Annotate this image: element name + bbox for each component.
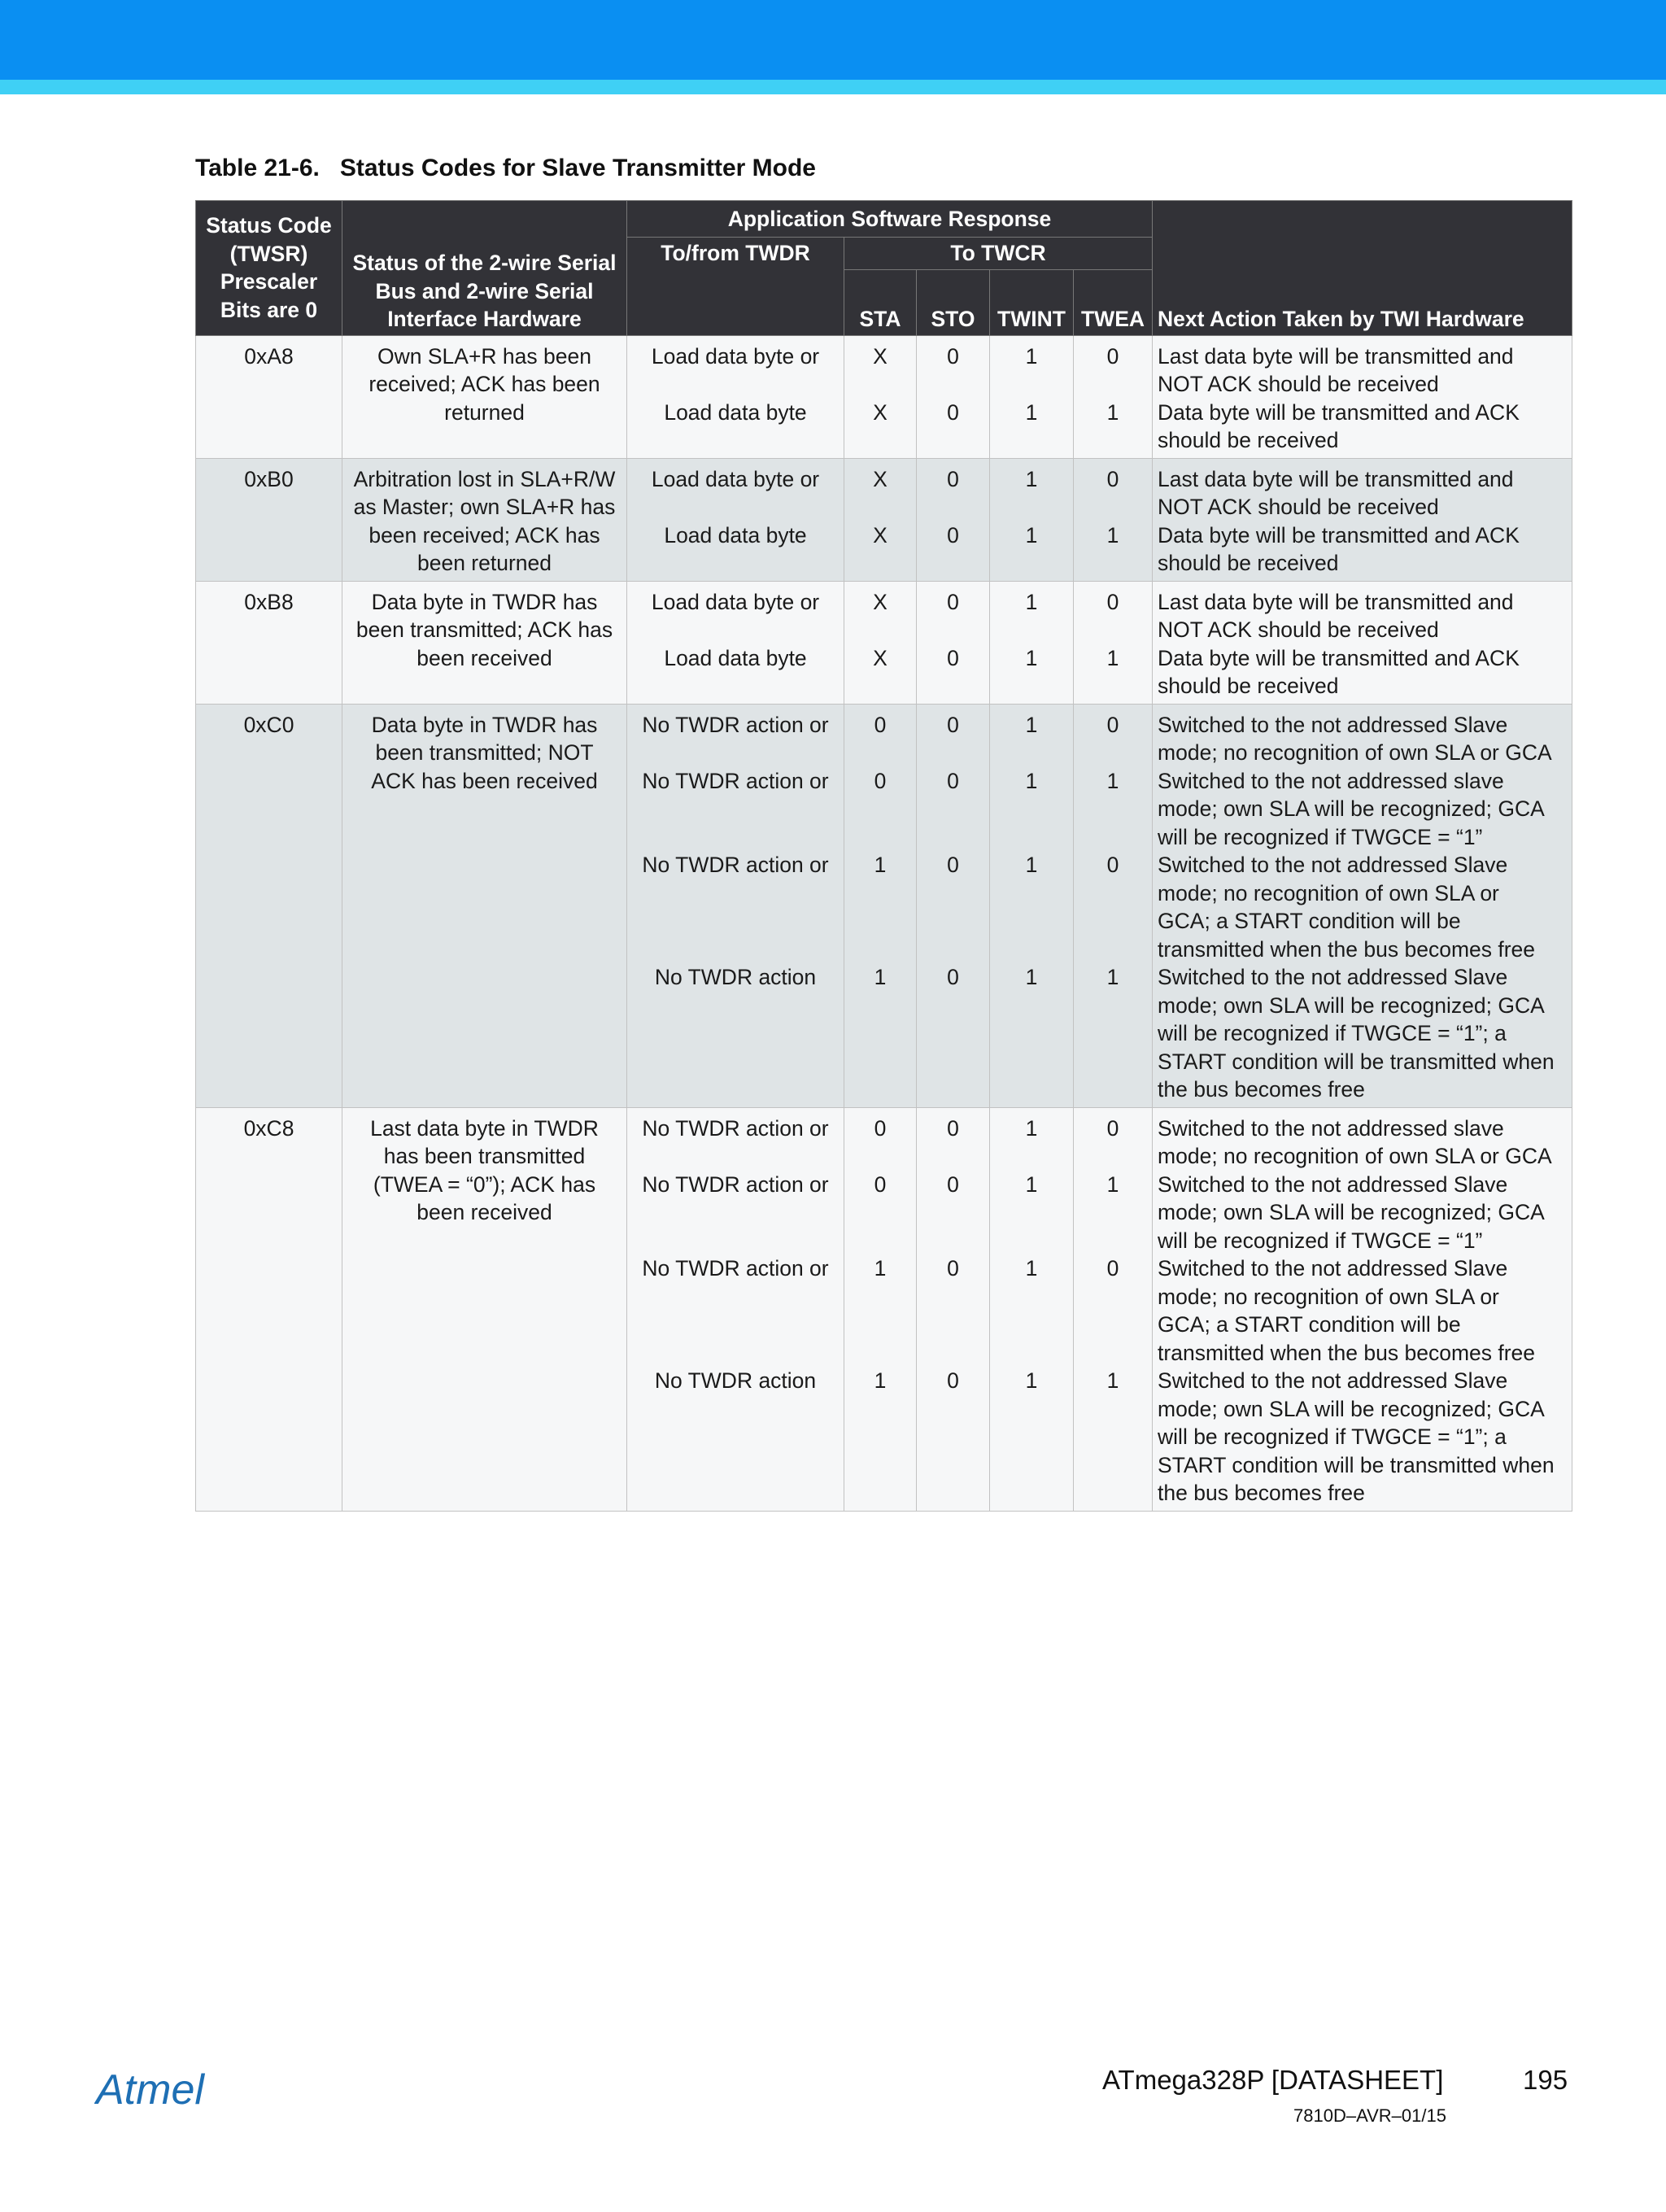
header-band [0,0,1666,80]
header-twint: TWINT [990,269,1074,335]
twdr-action-cell: No TWDR action or No TWDR action or No TWDR action or No TWDR action [627,704,844,1107]
next-action-cell: Switched to the not addressed Slave mode; no recognition of own SLA or GCA Switched to the not addressed slave mode; own SLA will be recognized; GCA will be recognized if TWGCE = “1” Switched to the not addressed Slave mode; no recognition of own SLA or GCA; a START condition will be transmitted when the bus becomes free Switched to the not addressed Slave mode; own SLA will be recognized; GCA will be recognized if TWGCE = “1”; a START condition will be transmitted when the bus becomes free [1153,704,1572,1107]
table-row [196,335,1572,458]
table-row [196,458,1572,581]
header-stripe [0,80,1666,94]
status-code-cell: 0xA8 [196,335,342,458]
footer-doc-title: ATmega328P [DATASHEET] [1102,2065,1444,2095]
status-code-cell: 0xB8 [196,581,342,704]
atmel-logo [94,2066,249,2116]
twea-cell: 0 1 [1074,581,1153,704]
twea-cell: 0 1 [1074,458,1153,581]
sta-cell: X X [844,581,917,704]
table-row [196,581,1572,704]
status-description-cell: Last data byte in TWDR has been transmitted (TWEA = “0”); ACK has been received [342,1107,627,1511]
table-caption: Table 21-6. Status Codes for Slave Transmitter Mode [195,155,816,181]
sto-cell: 0 0 0 0 [917,1107,990,1511]
header-next-action: Next Action Taken by TWI Hardware [1153,201,1572,336]
status-code-cell: 0xB0 [196,458,342,581]
sto-cell: 0 0 [917,335,990,458]
status-description-cell: Arbitration lost in SLA+R/W as Master; own SLA+R has been received; ACK has been returned [342,458,627,581]
next-action-cell: Last data byte will be transmitted and NOT ACK should be received Data byte will be transmitted and ACK should be received [1153,458,1572,581]
twint-cell: 1 1 [990,581,1074,704]
twea-cell: 0 1 0 1 [1074,1107,1153,1511]
next-action-cell: Switched to the not addressed slave mode; no recognition of own SLA or GCA Switched to the not addressed Slave mode; own SLA will be recognized; GCA will be recognized if TWGCE = “1” Switched to the not addressed Slave mode; no recognition of own SLA or GCA; a START condition will be transmitted when the bus becomes free Switched to the not addressed Slave mode; own SLA will be recognized; GCA will be recognized if TWGCE = “1”; a START condition will be transmitted when the bus becomes free [1153,1107,1572,1511]
header-to-from-twdr: To/from TWDR [627,238,844,336]
twint-cell: 1 1 1 1 [990,1107,1074,1511]
twea-cell: 0 1 0 1 [1074,704,1153,1107]
twea-cell: 0 1 [1074,335,1153,458]
status-code-cell: 0xC0 [196,704,342,1107]
twdr-action-cell: Load data byte or Load data byte [627,581,844,704]
status-code-cell: 0xC8 [196,1107,342,1511]
status-description-cell: Data byte in TWDR has been transmitted; NOT ACK has been received [342,704,627,1107]
sta-cell: 0 0 1 1 [844,704,917,1107]
sta-cell: X X [844,458,917,581]
sta-cell: X X [844,335,917,458]
header-sta: STA [844,269,917,335]
header-to-twcr: To TWCR [844,238,1153,270]
status-codes-table [195,200,1572,1512]
table-row [196,1107,1572,1511]
twint-cell: 1 1 [990,335,1074,458]
sto-cell: 0 0 [917,458,990,581]
logo-text: Atmel [96,2066,204,2112]
footer-doc-id: 7810D–AVR–01/15 [1293,2105,1446,2126]
twint-cell: 1 1 1 1 [990,704,1074,1107]
sto-cell: 0 0 0 0 [917,704,990,1107]
footer-page-number: 195 [1523,2065,1568,2095]
next-action-cell: Last data byte will be transmitted and NOT ACK should be received Data byte will be transmitted and ACK should be received [1153,581,1572,704]
sto-cell: 0 0 [917,581,990,704]
header-sto: STO [917,269,990,335]
status-description-cell: Own SLA+R has been received; ACK has been returned [342,335,627,458]
status-description-cell: Data byte in TWDR has been transmitted; ACK has been received [342,581,627,704]
table-row [196,704,1572,1107]
header-twea: TWEA [1074,269,1153,335]
header-status-hardware: Status of the 2-wire Serial Bus and 2-wire Serial Interface Hardware [342,201,627,336]
twdr-action-cell: Load data byte or Load data byte [627,458,844,581]
twdr-action-cell: No TWDR action or No TWDR action or No TWDR action or No TWDR action [627,1107,844,1511]
header-status-code: Status Code (TWSR) Prescaler Bits are 0 [196,201,342,336]
next-action-cell: Last data byte will be transmitted and NOT ACK should be received Data byte will be transmitted and ACK should be received [1153,335,1572,458]
twdr-action-cell: Load data byte or Load data byte [627,335,844,458]
sta-cell: 0 0 1 1 [844,1107,917,1511]
header-app-response: Application Software Response [627,201,1153,238]
twint-cell: 1 1 [990,458,1074,581]
